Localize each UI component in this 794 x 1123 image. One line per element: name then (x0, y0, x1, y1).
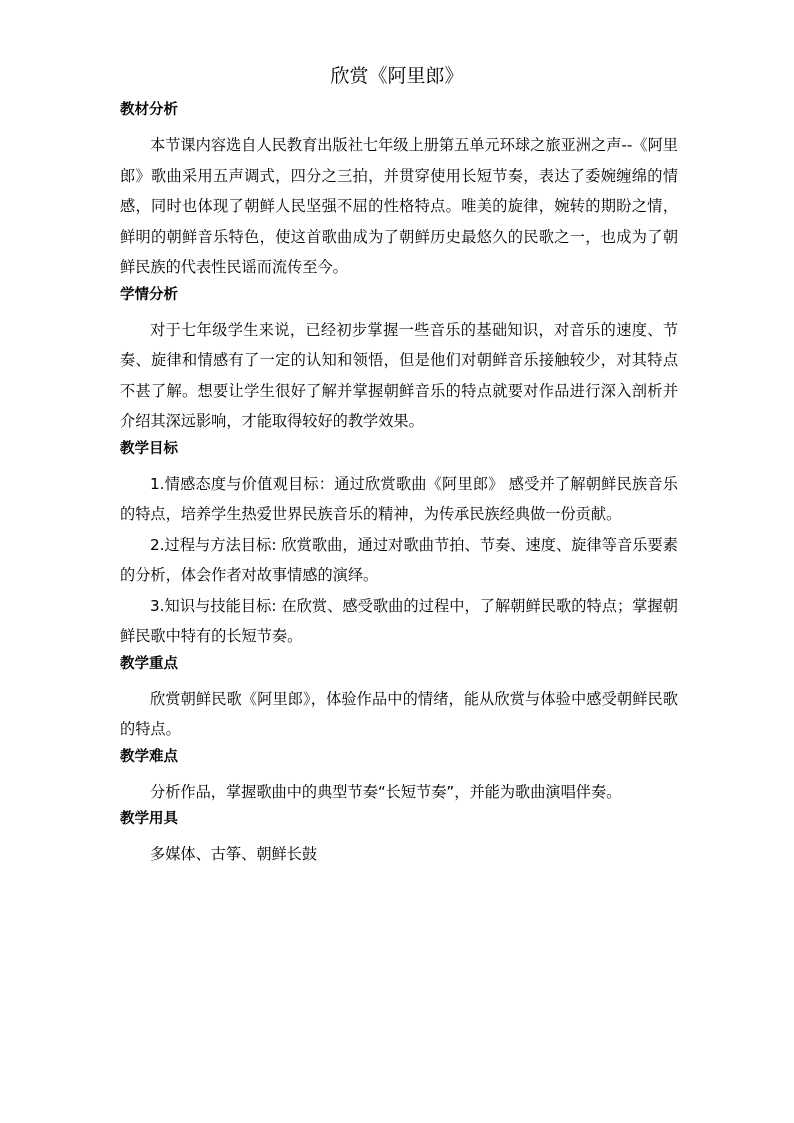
section-heading: 教学重点 (120, 655, 178, 672)
section-teaching-tools (120, 807, 678, 870)
objective-item: 3.知识与技能目标: 在欣赏、感受歌曲的过程中，了解朝鲜民歌的特点；掌握朝鲜民歌中特有的长短节奏。 (120, 596, 678, 645)
section-heading: 教学目标 (120, 440, 178, 457)
section-paragraph: 多媒体、古筝、朝鲜长鼓 (150, 845, 318, 863)
section-teaching-objectives (120, 437, 678, 652)
section-paragraph: 分析作品，掌握歌曲中的典型节奏“长短节奏”，并能为歌曲演唱伴奏。 (150, 782, 622, 801)
section-paragraph: 欣赏朝鲜民歌《阿里郎》，体验作品中的情绪，能从欣赏与体验中感受朝鲜民歌的特点。 (120, 689, 678, 738)
objective-item: 1.情感态度与价值观目标：通过欣赏歌曲《阿里郎》 感受并了解朝鲜民族音乐的特点，培养学生热爱世界民族音乐的精神，为传承民族经典做一份贡献。 (120, 474, 678, 523)
section-student-analysis (120, 283, 678, 437)
document-body (120, 98, 678, 870)
section-paragraph: 本节课内容选自人民教育出版社七年级上册第五单元环球之旅亚洲之声--《阿里郎》歌曲采用五声调式，四分之三拍，并贯穿使用长短节奏，表达了委婉缠绵的情感，同时也体现了朝鲜人民坚强不屈的性格特点。唯美的旋律，婉转的期盼之情，鲜明的朝鲜音乐特色，使这首歌曲成为了朝鲜历史最悠久的民歌之一，也成为了朝鲜民族的代表性民谣而流传至今。 (120, 136, 678, 276)
section-heading: 教材分析 (120, 102, 178, 118)
section-paragraph: 对于七年级学生来说，已经初步掌握一些音乐的基础知识，对音乐的速度、节奏、旋律和情感有了一定的认知和领悟，但是他们对朝鲜音乐接触较少，对其特点不甚了解。想要让学生很好了解并掌握朝鲜音乐的特点就要对作品进行深入剖析并介绍其深远影响，才能取得较好的教学效果。 (120, 320, 678, 430)
objective-item: 2.过程与方法目标: 欣赏歌曲，通过对歌曲节拍、节奏、速度、旋律等音乐要素的分析，体会作者对故事情感的演绎。 (120, 535, 678, 584)
section-heading: 学情分析 (120, 286, 178, 303)
section-textbook-analysis (120, 98, 678, 283)
section-heading: 教学难点 (120, 748, 178, 765)
page-title: 欣赏《阿里郎》 (330, 65, 464, 87)
section-teaching-difficulty (120, 745, 678, 808)
section-teaching-focus (120, 652, 678, 745)
section-heading: 教学用具 (120, 811, 178, 827)
